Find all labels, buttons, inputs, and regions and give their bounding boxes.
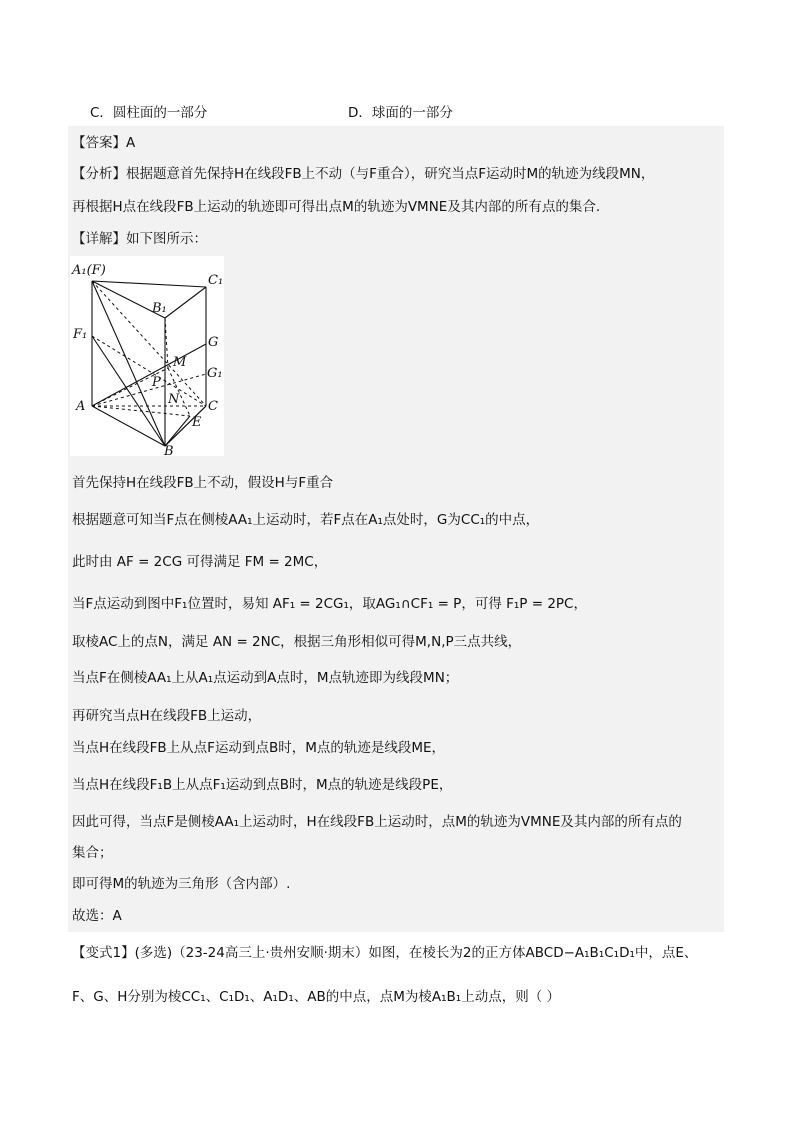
step-5: 取棱AC上的点N，满足 AN = 2NC，根据三角形相似可得M,N,P三点共线， <box>72 634 522 650</box>
analysis-line-2: 再根据H点在线段FB上运动的轨迹即可得出点M的轨迹为VMNE及其内部的所有点的集合. <box>72 199 601 215</box>
label-e: E <box>192 415 202 430</box>
analysis-line-1: 【分析】根据题意首先保持H在线段FB上不动（与F重合），研究当点F运动时M的轨迹为线段MN， <box>72 166 655 182</box>
variant-line-2: F、G、H分别为棱CC₁、C₁D₁、A₁D₁、AB的中点，点M为棱A₁B₁上动点，则（ ） <box>72 989 560 1005</box>
answer-line: 【答案】A <box>72 135 136 151</box>
label-m: M <box>173 355 187 370</box>
label-a: A <box>76 399 86 414</box>
prism-figure <box>70 256 224 456</box>
label-p: P <box>152 375 161 390</box>
label-b: B <box>164 444 174 456</box>
step-6: 当点F在侧棱AA₁上从A₁点运动到A点时，M点轨迹即为线段MN； <box>72 670 459 686</box>
label-c1: C₁ <box>208 273 224 288</box>
choice-d: D．球面的一部分 <box>348 105 453 121</box>
step-2: 根据题意可知当F点在侧棱AA₁上运动时，若F点在A₁点处时，G为CC₁的中点， <box>72 512 540 528</box>
label-b1: B₁ <box>152 301 167 316</box>
step-7: 再研究当点H在线段FB上运动， <box>72 708 262 724</box>
label-n: N <box>168 392 180 407</box>
step-8: 当点H在线段FB上从点F运动到点B时，M点的轨迹是线段ME， <box>72 740 446 756</box>
label-c: C <box>208 399 218 414</box>
step-1: 首先保持H在线段FB上不动，假设H与F重合 <box>72 475 334 491</box>
step-13: 故选：A <box>72 908 122 924</box>
step-10: 因此可得，当点F是侧棱AA₁上运动时，H在线段FB上运动时，点M的轨迹为VMNE及其内部的所有点的 <box>72 814 682 830</box>
step-9: 当点H在线段F₁B上从点F₁运动到点B时，M点的轨迹是线段PE， <box>72 777 453 793</box>
label-g1: G₁ <box>207 366 223 381</box>
step-4: 当F点运动到图中F₁位置时，易知 AF₁ = 2CG₁，取AG₁∩CF₁ = P，可得 F₁P = 2PC， <box>72 596 587 612</box>
step-11: 集合； <box>72 845 113 861</box>
step-3: 此时由 AF = 2CG 可得满足 FM = 2MC， <box>72 554 328 570</box>
detail-intro: 【详解】如下图所示： <box>72 231 207 247</box>
step-12: 即可得M的轨迹为三角形（含内部）. <box>72 876 291 892</box>
label-a1f: A₁(F) <box>72 263 106 278</box>
choice-c: C．圆柱面的一部分 <box>90 105 208 121</box>
variant-line-1: 【变式1】(多选)（23-24高三上·贵州安顺·期末）如图，在棱长为2的正方体ABCD−A₁B₁C₁D₁中，点E、 <box>72 945 698 961</box>
label-f1: F₁ <box>73 327 88 342</box>
label-g: G <box>208 335 219 350</box>
